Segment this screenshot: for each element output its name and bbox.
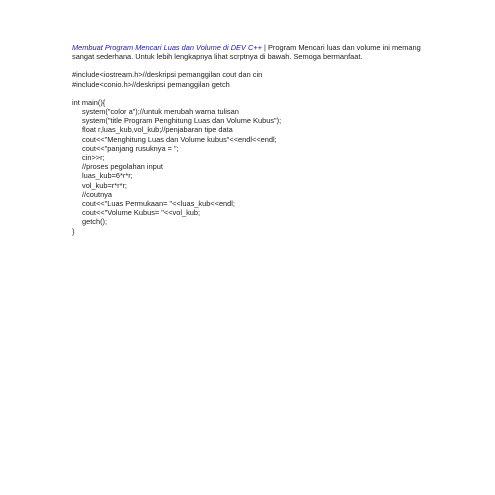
intro-paragraph [72, 43, 432, 61]
intro-text: Program Mencari luas dan volume ini memang sangat sederhana. Untuk lebih lengkapnya lihat scrptnya di bawah. Semoga bermanfaat. [72, 43, 421, 62]
code-line: //proses pegolahan input [82, 162, 163, 172]
code-block [72, 98, 432, 236]
include-line: #include<iostream.h>//deskripsi pemanggilan cout dan cin [72, 70, 263, 80]
code-line: //coutnya [82, 189, 112, 199]
code-line: vol_kub=r*r*r; [82, 180, 127, 190]
code-line: cout<<"Volume Kubus= "<<vol_kub; [82, 208, 201, 218]
code-line: system("color a");//untuk merubah warna tulisan [82, 107, 239, 117]
code-line: float r,luas_kub,vol_kub;//penjabaran tipe data [82, 125, 233, 135]
spacer [72, 61, 432, 70]
code-line: cout<<"panjang rusuknya = "; [82, 143, 179, 153]
spacer [72, 89, 432, 98]
include-line: #include<conio.h>//deskripsi pemanggilan getch [72, 79, 230, 89]
title-separator: | [261, 43, 268, 52]
code-line: getch(); [82, 217, 108, 227]
code-open-line: int main(){ [72, 97, 106, 107]
code-close-line: } [72, 226, 75, 236]
code-line: system("title Program Penghitung Luas dan Volume Kubus"); [82, 116, 282, 126]
code-line: cin>>r; [82, 153, 105, 163]
include-block [72, 70, 432, 88]
code-line: cout<<"Luas Permukaan= "<<luas_kub<<endl; [82, 199, 235, 209]
document-page [72, 43, 432, 236]
article-title-link[interactable]: Membuat Program Mencari Luas dan Volume di DEV C++ [72, 43, 262, 52]
code-line: luas_kub=6*r*r; [82, 171, 133, 181]
code-line: cout<<"Menghitung Luas dan Volume kubus"<<endl<<endl; [82, 134, 277, 144]
